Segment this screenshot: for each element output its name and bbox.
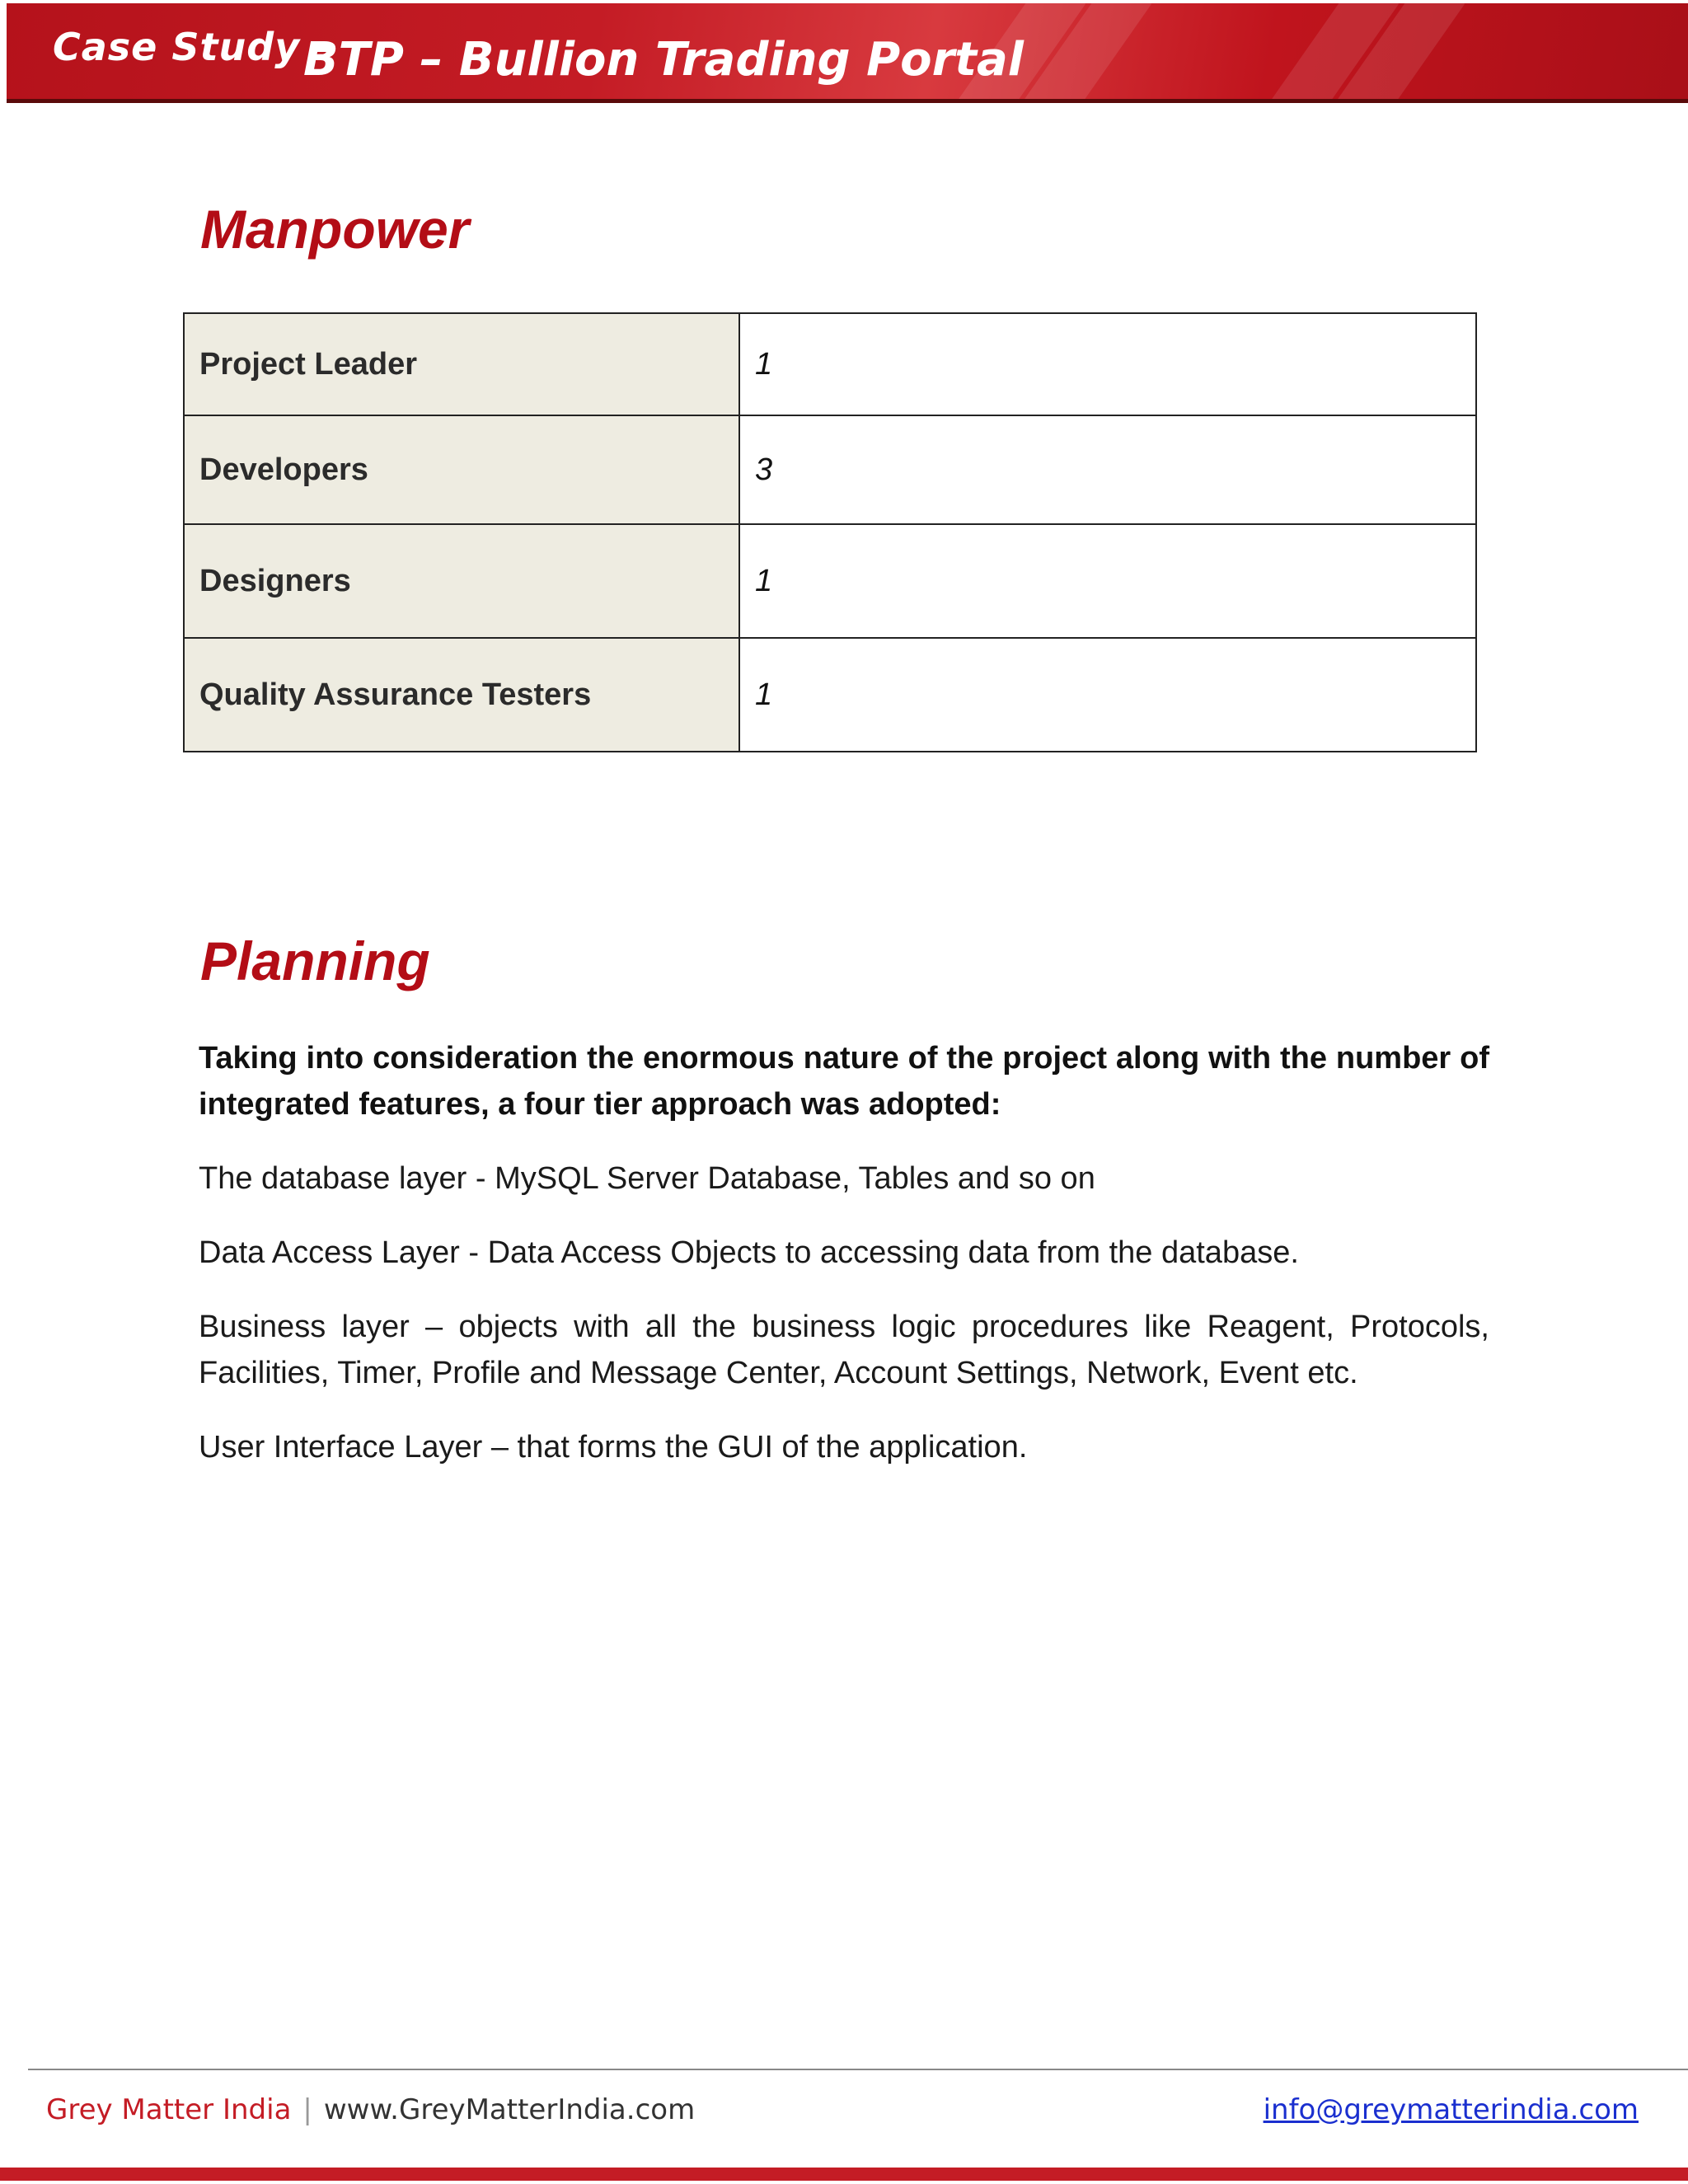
- role-cell: Developers: [184, 415, 739, 524]
- table-row: [184, 415, 1476, 524]
- layer-item: Business layer – objects with all the business logic procedures like Reagent, Protocols, Facilities, Timer, Profile and Message Center, Account Settings, Network, Event etc.: [199, 1310, 1489, 1390]
- footer-email-link[interactable]: info@greymatterindia.com: [1263, 2093, 1639, 2126]
- table-row: [184, 313, 1476, 415]
- footer-bar: [0, 2168, 1688, 2181]
- header-banner: [7, 3, 1688, 103]
- layer-item: Data Access Layer - Data Access Objects to accessing data from the database.: [199, 1235, 1299, 1270]
- table-row: [184, 638, 1476, 752]
- planning-intro: Taking into consideration the enormous nature of the project along with the number of integrated features, a four tier approach was adopted:: [199, 1041, 1489, 1122]
- footer-brand: Grey Matter India: [46, 2093, 292, 2126]
- layer-item: The database layer - MySQL Server Database, Tables and so on: [199, 1161, 1095, 1196]
- count-cell: 1: [739, 638, 1476, 752]
- footer-website-link[interactable]: www.GreyMatterIndia.com: [323, 2093, 696, 2126]
- role-cell: Project Leader: [184, 313, 739, 415]
- layer-item: User Interface Layer – that forms the GUI of the application.: [199, 1430, 1028, 1465]
- banner-prefix: Case Study -: [53, 25, 331, 69]
- planning-heading: Planning: [200, 930, 430, 991]
- footer-info: [46, 2093, 695, 2126]
- table-row: [184, 524, 1476, 638]
- count-cell: 3: [739, 415, 1476, 524]
- document-title: BTP – Bullion Trading Portal: [303, 33, 1024, 87]
- footer-divider: [28, 2069, 1688, 2070]
- role-cell: Quality Assurance Testers: [184, 638, 739, 752]
- footer-separator: |: [302, 2093, 312, 2126]
- manpower-table: [183, 312, 1477, 752]
- role-cell: Designers: [184, 524, 739, 638]
- manpower-heading: Manpower: [200, 199, 470, 260]
- count-cell: 1: [739, 313, 1476, 415]
- count-cell: 1: [739, 524, 1476, 638]
